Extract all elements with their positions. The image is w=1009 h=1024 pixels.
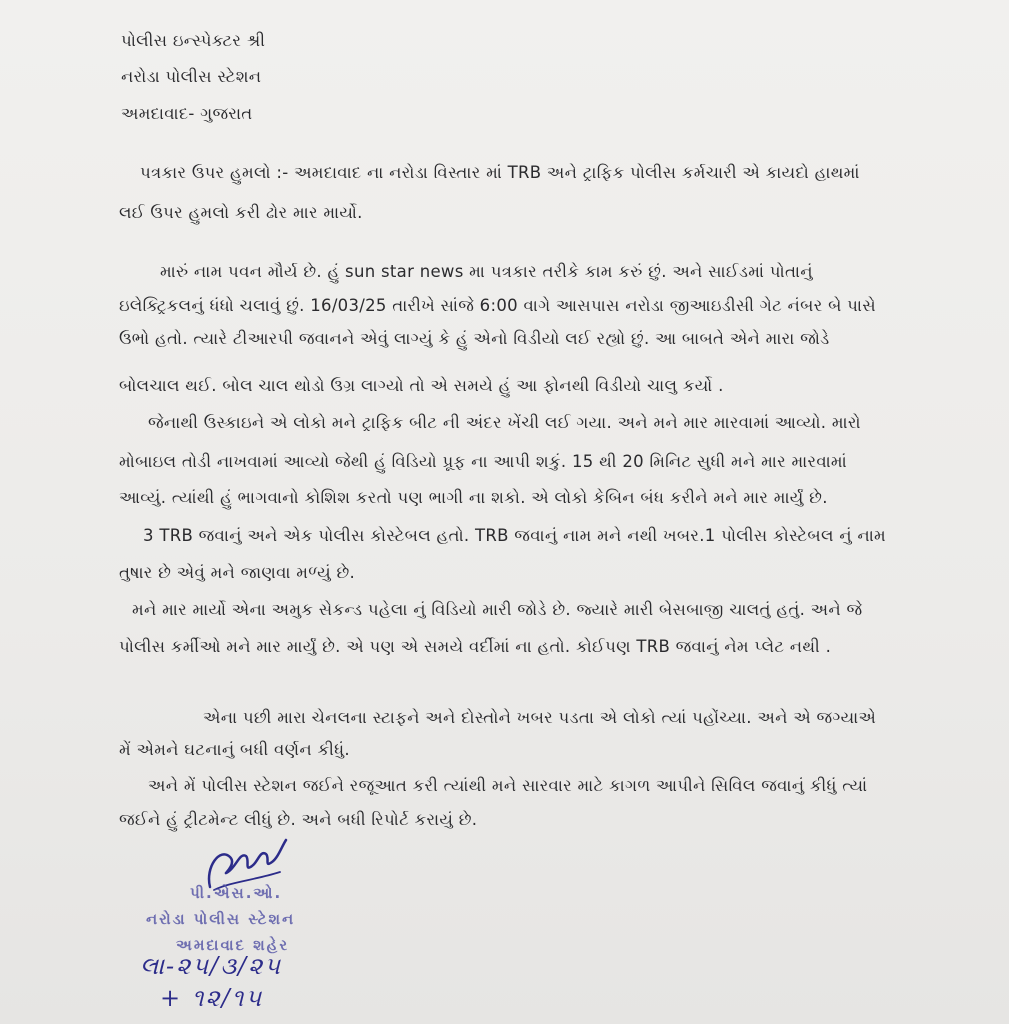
address-line-2: નરોડા પોલીસ સ્ટેશન [121,67,262,86]
body-line-12: એના પછી મારા ચેનલના સ્ટાફને અને દોસ્તોને ખબર પડતા એ લોકો ત્યાં પહોંચ્યા. અને એ જગ્યાએ [203,708,877,727]
body-line-14: અને મેં પોલીસ સ્ટેશન જઈને રજૂઆત કરી ત્યાંથી મને સારવાર માટે કાગળ આપીને સિવિલ જવાનું કીધું ત્યાં [148,776,868,795]
body-line-9: તુષાર છે એવું મને જાણવા મળ્યું છે. [119,563,356,582]
body-line-6: મોબાઇલ તોડી નાખવામાં આવ્યો જેથી હું વિડિયો પ્રૂફ ના આપી શકું. 15 થી 20 મિનિટ સુધી મને માર મારવામાં [119,452,847,471]
body-line-8: 3 TRB જવાનું અને એક પોલીસ કોસ્ટેબલ હતો. TRB જવાનું નામ મને નથી ખબર.1 પોલીસ કોસ્ટેબલ નું નામ [143,526,887,545]
address-line-1: પોલીસ ઇન્સ્પેક્ટર શ્રી [121,31,266,50]
address-line-3: અમદાવાદ- ગુજરાત [121,104,253,123]
body-line-13: મેં એમને ઘટનાનું બધી વર્ણન કીધું. [119,740,350,759]
body-line-11: પોલીસ કર્મીઓ મને માર માર્યું છે. એ પણ એ સમયે વર્દીમાં ના હતો. કોઈપણ TRB જવાનું નેમ પ્લેટ નથી . [119,637,832,656]
handwritten-date: લા-૨૫/૩/૨૫ [140,952,283,980]
body-line-1: મારું નામ પવન મૌર્ય છે. હું sun star news મા પત્રકાર તરીકે કામ કરું છું. અને સાઈડમાં પોતાનું [160,262,813,281]
body-line-4: બોલચાલ થઈ. બોલ ચાલ થોડો ઉગ્ર લાગ્યો તો એ સમયે હું આ ફોનથી વિડીયો ચાલુ કર્યો . [119,376,724,395]
subject-line-1: પત્રકાર ઉપર હુમલો :- અમદાવાદ ના નરોડા વિસ્તાર માં TRB અને ટ્રાફિક પોલીસ કર્મચારી એ કાયદો હાથમાં [140,163,860,182]
stamp-line-3: અમદાવાદ શહેર [176,936,290,954]
body-line-15: જઈને હું ટ્રીટમેન્ટ લીધું છે. અને બધી રિપોર્ટ કરાયું છે. [119,810,478,829]
body-line-5: જેનાથી ઉસ્કાઇને એ લોકો મને ટ્રાફિક બીટ ની અંદર ખેંચી લઈ ગયા. અને મને માર મારવામાં આવ્યો. મારો [148,413,861,432]
body-line-2: ઇલેક્ટ્રિકલનું ધંધો ચલાવું છું. 16/03/25 તારીખે સાંજે 6:00 વાગે આસપાસ નરોડા જીઆઇડીસી ગેટ નંબર બે પાસે [119,296,876,315]
body-line-7: આવ્યું. ત્યાંથી હું ભાગવાનો કોશિશ કરતો પણ ભાગી ના શકો. એ લોકો કેબિન બંધ કરીને મને માર માર્યું છે. [119,488,828,507]
subject-line-2: લઈ ઉપર હુમલો કરી ઢોર માર માર્યો. [119,203,363,222]
stamp-line-1: પી.એસ.ઓ. [190,884,283,902]
stamp-line-2: નરોડા પોલીસ સ્ટેશન [146,910,296,928]
body-line-10: મને માર માર્યો એના અમુક સેકન્ડ પહેલા નું વિડિયો મારી જોડે છે. જ્યારે મારી બેસબાજી ચાલતું હતું. અને જે [132,600,863,619]
handwritten-time: + ૧૨/૧૫ [160,984,264,1012]
body-line-3: ઉભો હતો. ત્યારે ટીઆરપી જવાનને એવું લાગ્યું કે હું એનો વિડીયો લઈ રહ્યો છું. આ બાબતે એને મારા જોડે [119,329,830,348]
